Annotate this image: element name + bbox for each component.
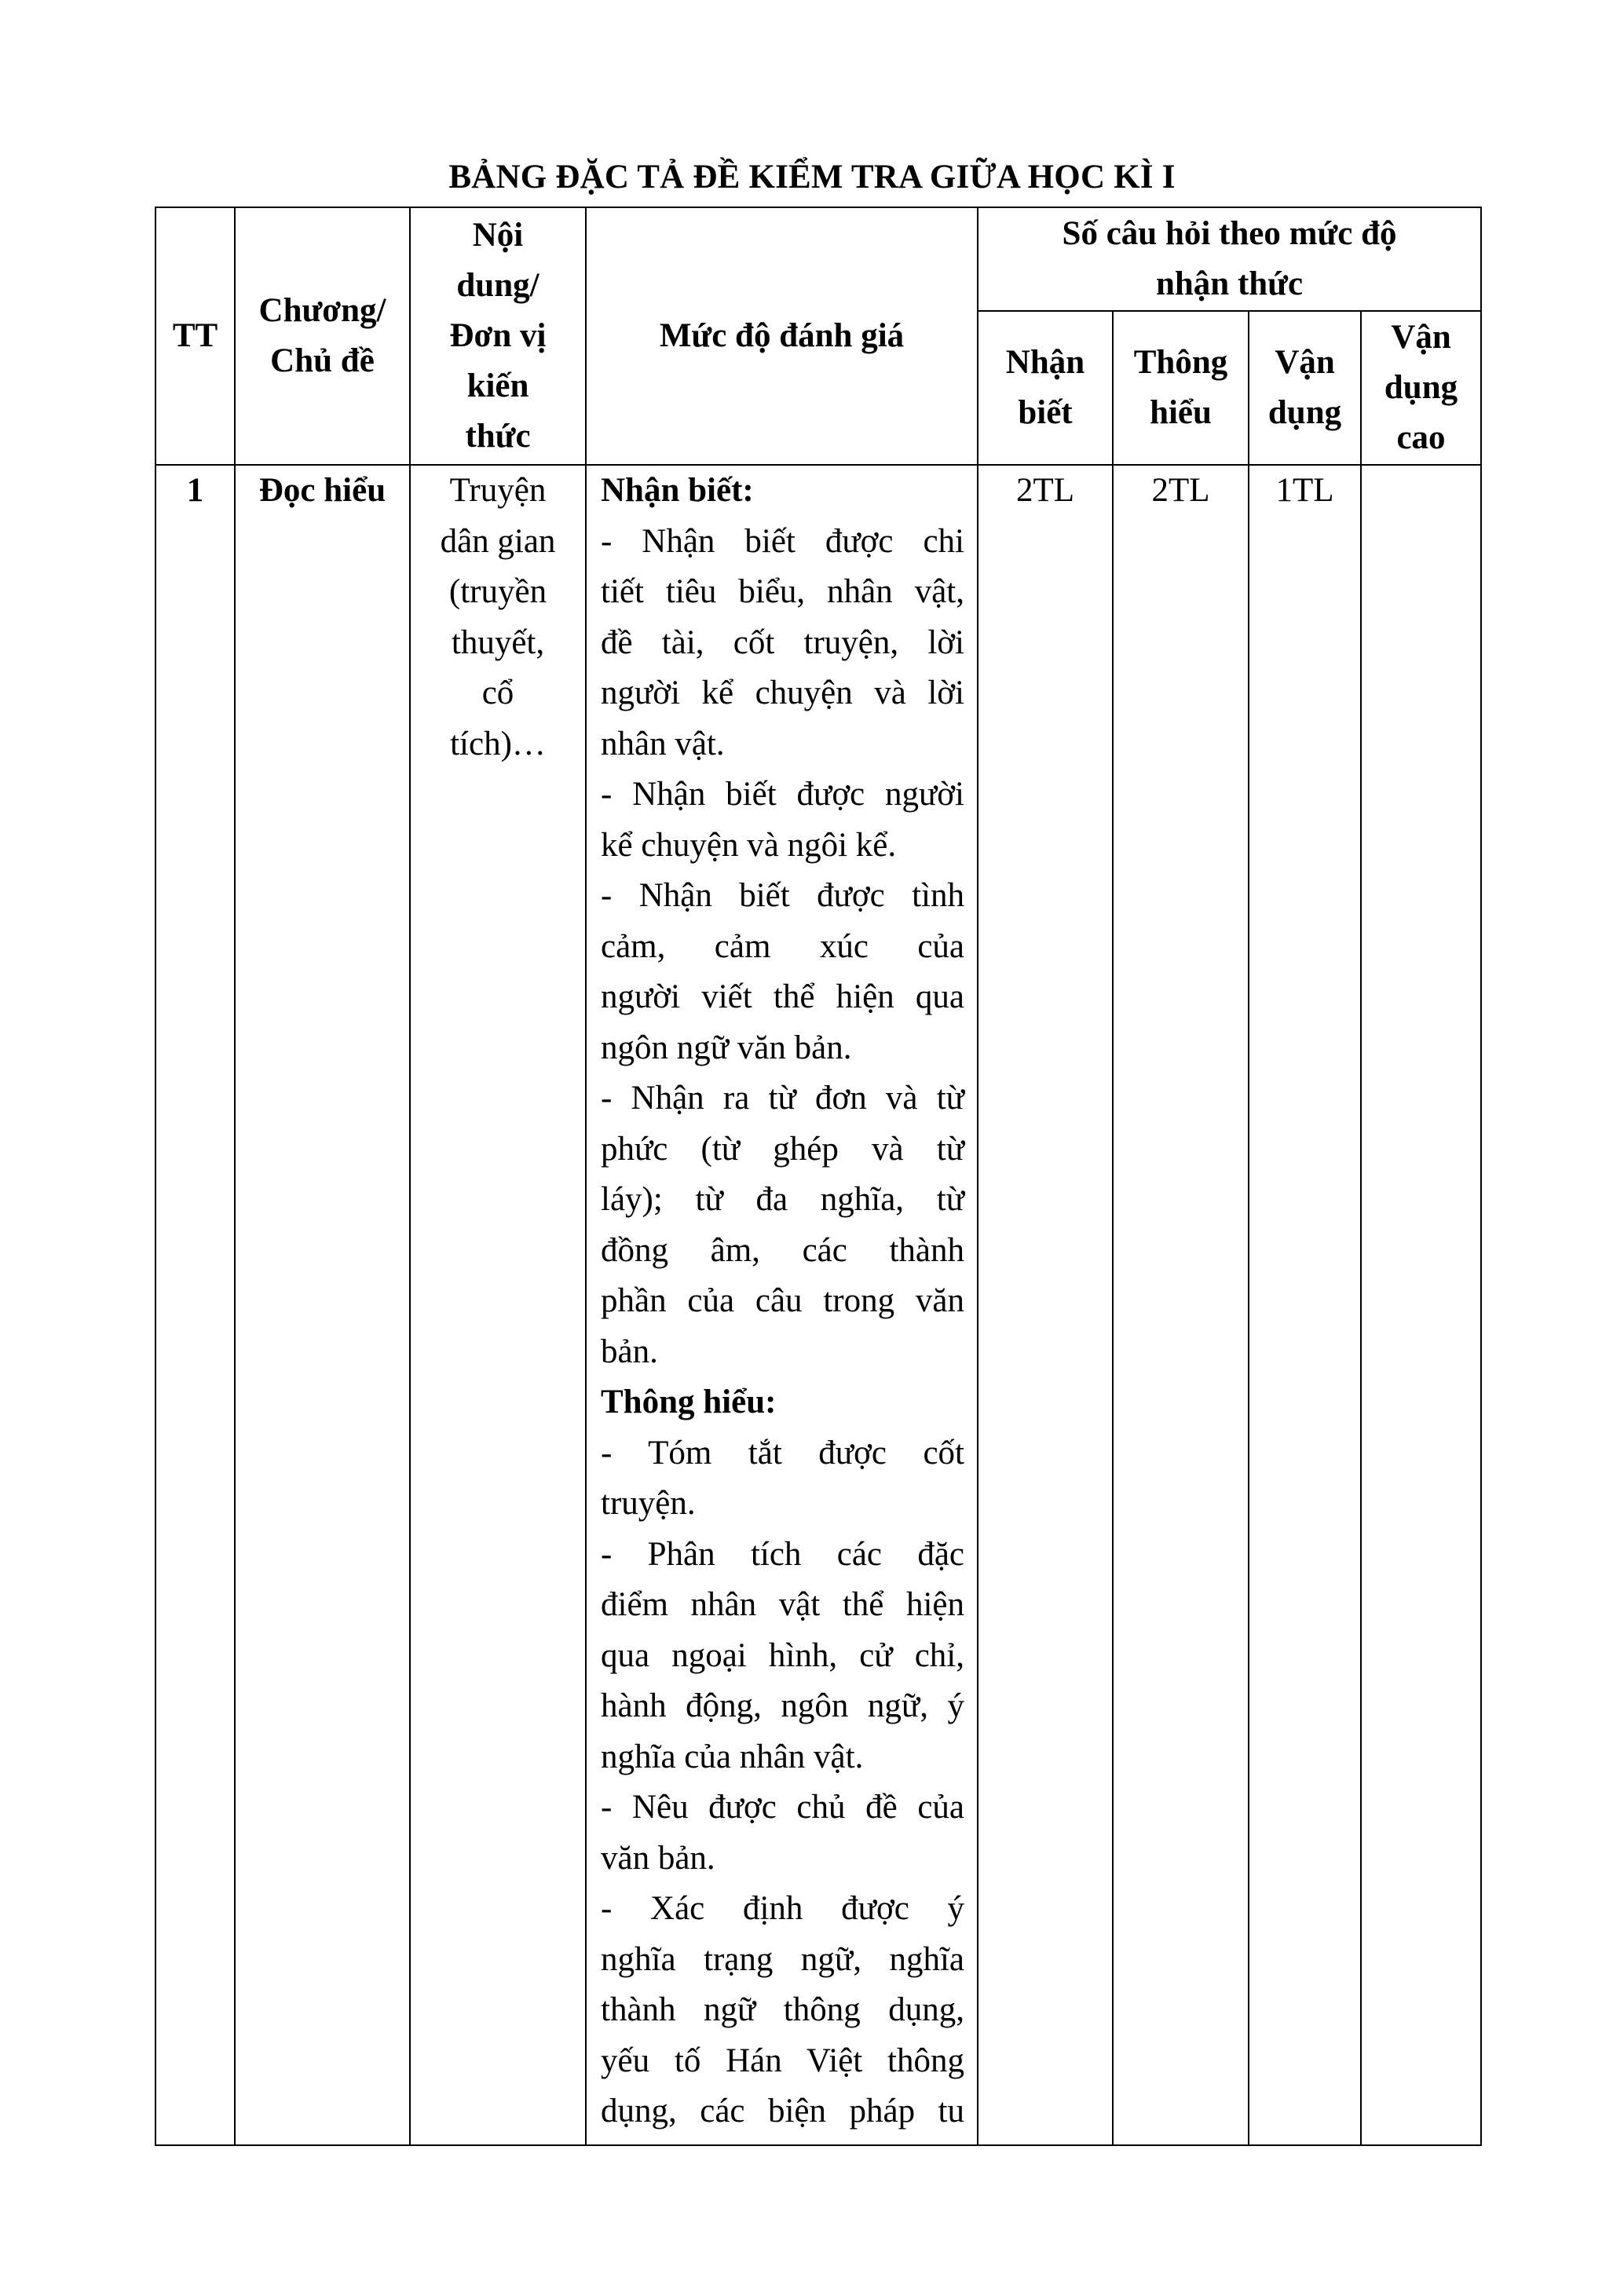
page-title: BẢNG ĐẶC TẢ ĐỀ KIỂM TRA GIỮA HỌC KÌ I xyxy=(448,159,1176,196)
header-level-van-dung-cao: Vận dụng cao xyxy=(1361,311,1481,465)
row-tt: 1 xyxy=(155,465,235,2145)
header-level-van-dung: Vận dụng xyxy=(1249,311,1361,465)
count-thong-hieu: 2TL xyxy=(1113,465,1249,2145)
row-noi-dung: Truyện dân gian (truyền thuyết, cổ tích)… xyxy=(410,465,586,2145)
header-muc-do-danh-gia: Mức độ đánh giá xyxy=(586,207,978,465)
nhan-biet-heading: Nhận biết: xyxy=(601,472,754,509)
row-chuong: Đọc hiểu xyxy=(235,465,410,2145)
header-noi-dung: Nội dung/ Đơn vị kiến thức xyxy=(410,207,586,465)
thong-hieu-heading: Thông hiểu: xyxy=(601,1384,777,1420)
header-level-nhan-biet: Nhận biết xyxy=(978,311,1113,465)
count-nhan-biet: 2TL xyxy=(978,465,1113,2145)
header-chuong-chu-de: Chương/ Chủ đề xyxy=(235,207,410,465)
row-muc-do-danh-gia: Nhận biết: - Nhận biết được chi tiết tiêu biểu, nhân vật, đề tài, cốt truyện, lời người kể chuyện và lời nhân vật. - Nhận biết được người kể chuyện và ngôi kể. - Nhận biết được tình cảm, cảm xúc của người viết thể hiện qua ngôn ngữ văn bản. - Nhận ra từ đơn và từ phức (từ ghép và từ láy); từ đa nghĩa, từ đồng âm, các thành phần của câu trong văn bản. Thông hiểu: - Tóm tắt được cốt truyện. - Phân tích các đặc điểm nhân vật thể hiện qua ngoại hình, cử chỉ, hành động, ngôn ngữ, ý nghĩa của nhân vật. - Nêu được chủ đề của văn bản. - Xác định được ý nghĩa trạng ngữ, nghĩa thành ngữ thông dụng, yếu tố Hán Việt thông dụng, các biện pháp tu xyxy=(586,465,978,2145)
specification-table xyxy=(155,207,1482,2146)
header-tt: TT xyxy=(155,207,235,465)
count-van-dung: 1TL xyxy=(1249,465,1361,2145)
header-level-thong-hieu: Thông hiểu xyxy=(1113,311,1249,465)
header-so-cau-hoi: Số câu hỏi theo mức độ nhận thức xyxy=(978,207,1481,311)
table-row xyxy=(155,465,1481,2145)
count-van-dung-cao xyxy=(1361,465,1481,2145)
